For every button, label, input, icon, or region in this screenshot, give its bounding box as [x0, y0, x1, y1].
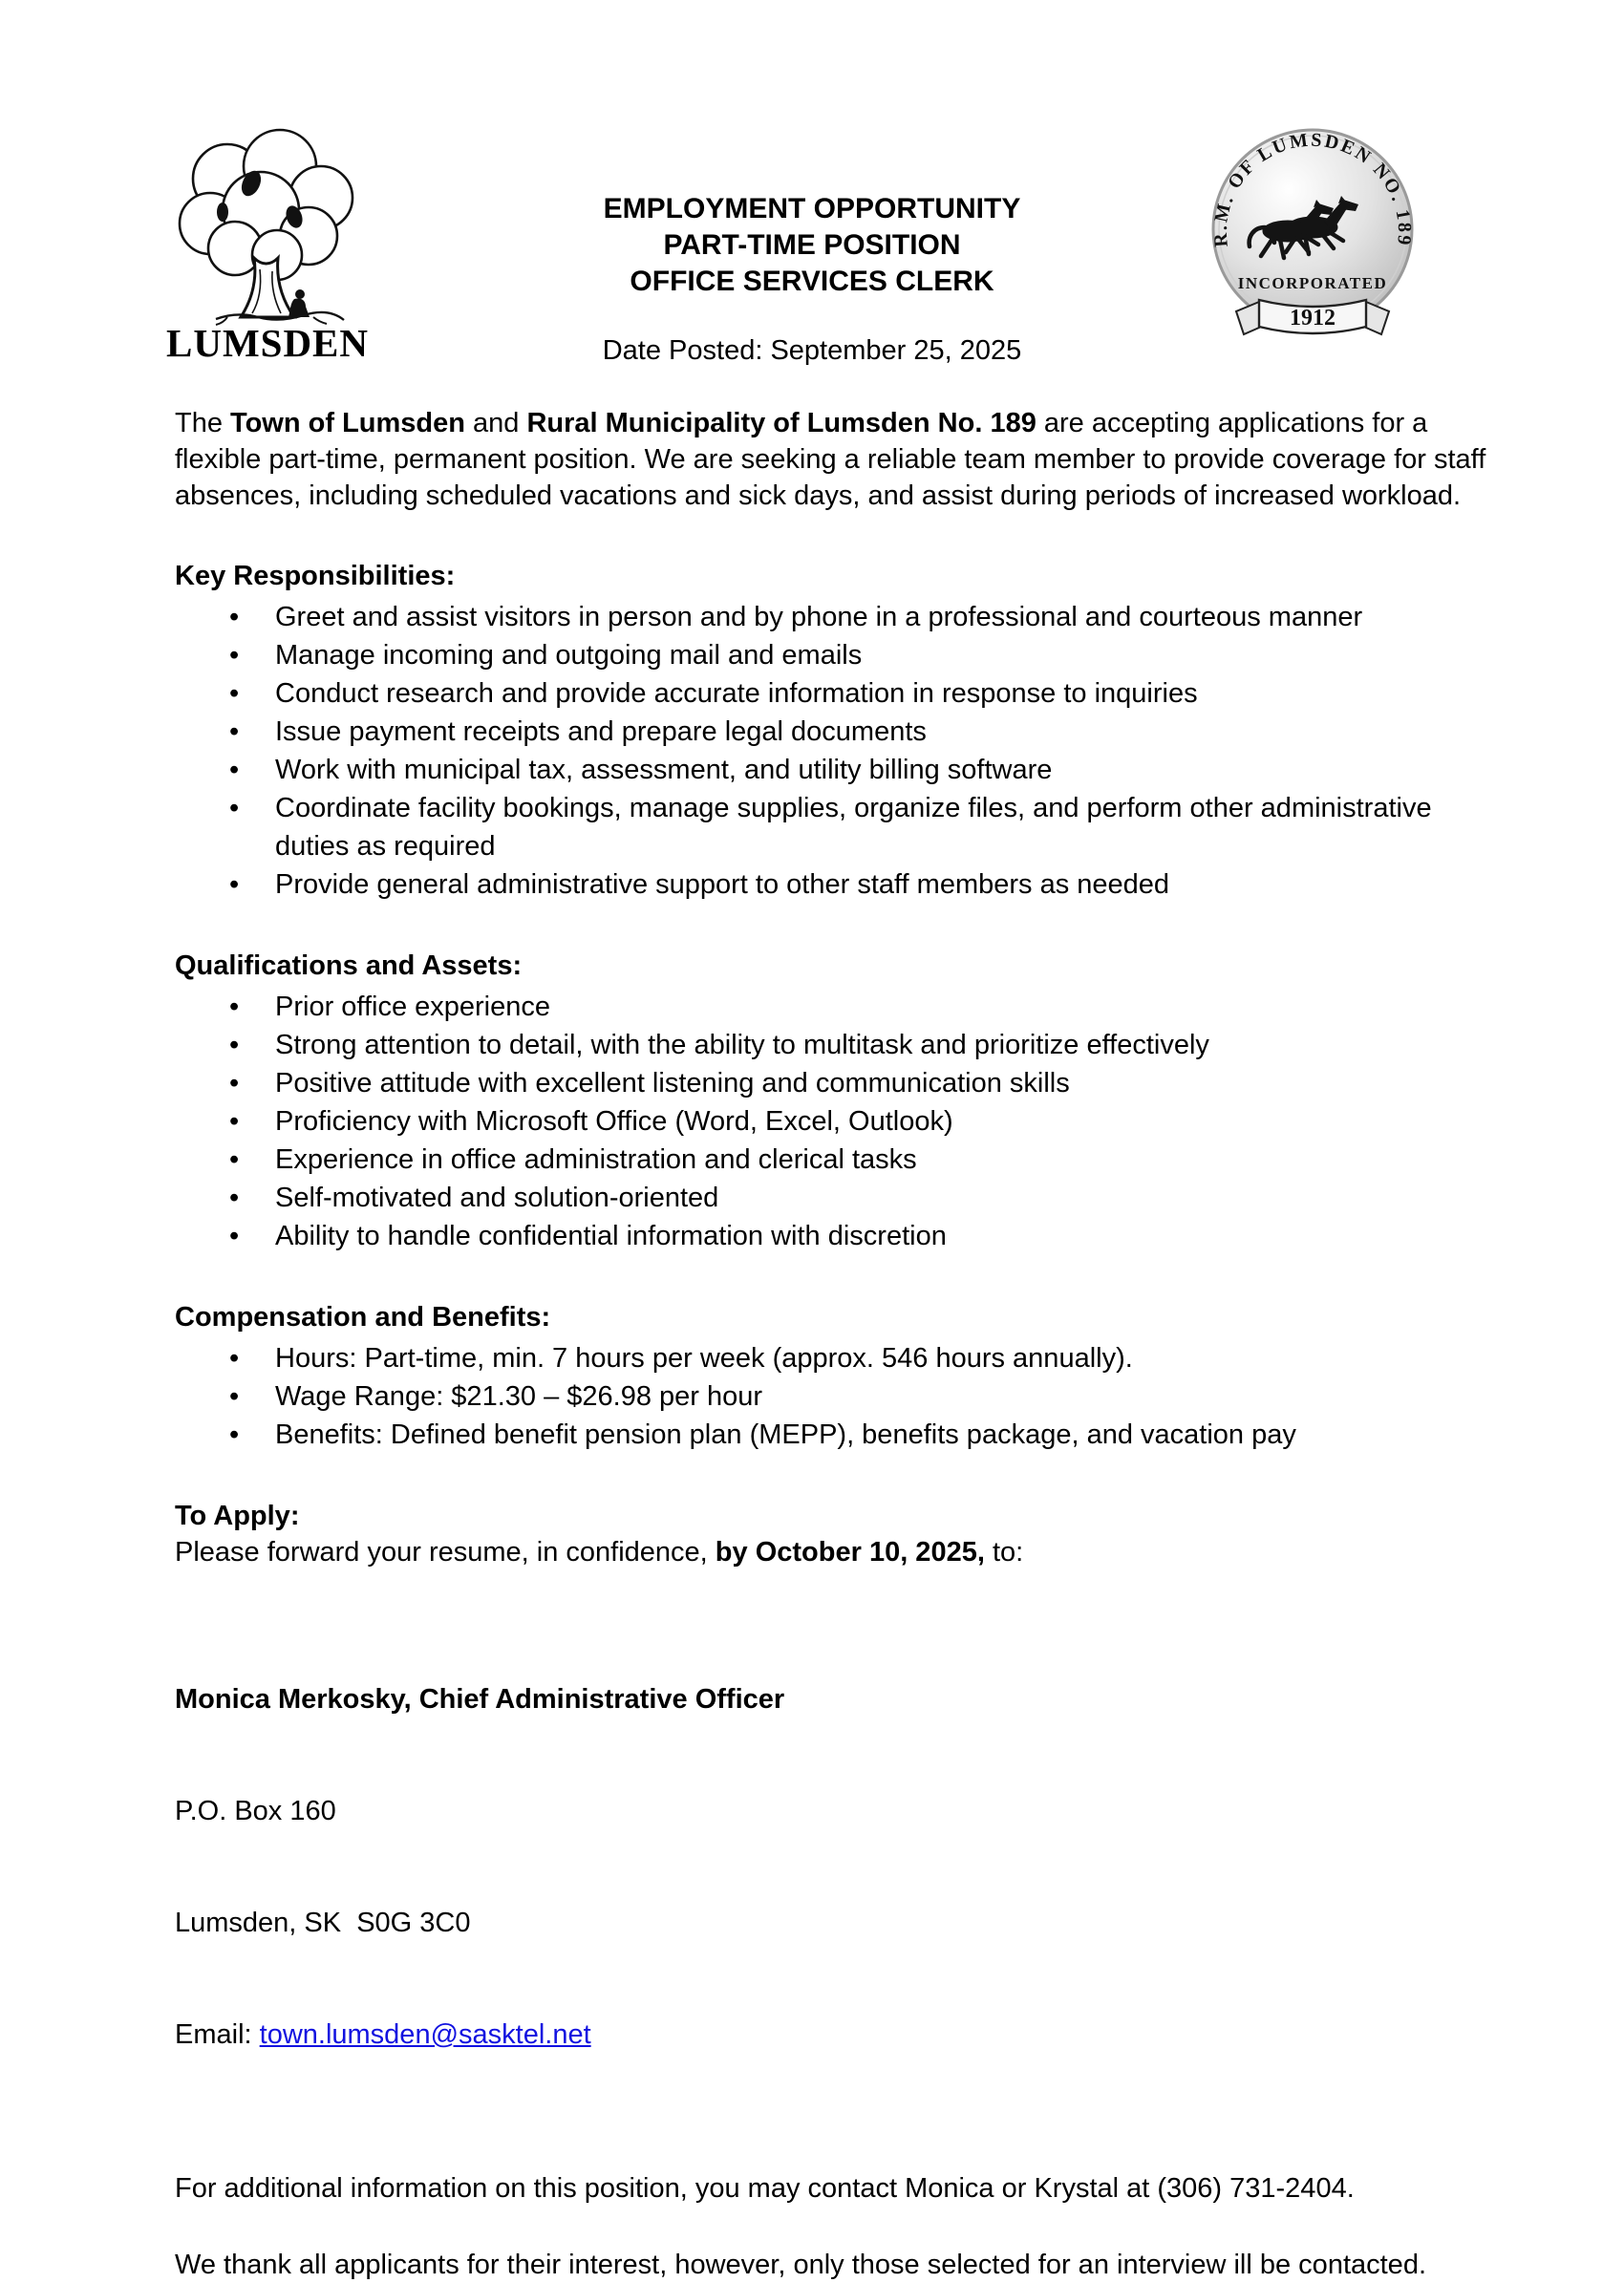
date-posted: Date Posted: September 25, 2025 [602, 335, 1022, 366]
lumsden-tree-logo-icon [160, 126, 375, 327]
deadline-bold: by October 10, 2025, [715, 1537, 985, 1568]
compensation-heading: Compensation and Benefits: [175, 1302, 551, 1333]
intro-text: and [464, 408, 527, 438]
apply-instructions [175, 1534, 1493, 1570]
rm-lumsden-seal-icon [1206, 128, 1423, 353]
key-responsibilities-list [175, 598, 1493, 904]
list-item: • Proficiency with Microsoft Office (Word, Excel, Outlook) [275, 1102, 1493, 1141]
list-item: • Positive attitude with excellent listening and communication skills [275, 1064, 1493, 1102]
closing-paragraph: We thank all applicants for their interest, however, only those selected for an interview ill be contacted. [175, 2250, 1426, 2280]
seal-incorporated-text: INCORPORATED [1237, 274, 1388, 292]
list-item: • Provide general administrative support to other staff members as needed [275, 865, 1493, 904]
list-item: • Coordinate facility bookings, manage supplies, organize files, and perform other administrative duties as required [275, 789, 1493, 865]
to-apply-heading: To Apply: [175, 1501, 300, 1531]
seal-banner [1236, 300, 1389, 334]
document-body [175, 405, 1493, 2283]
list-item: • Manage incoming and outgoing mail and emails [275, 636, 1493, 674]
list-item: • Self-motivated and solution-oriented [275, 1179, 1493, 1217]
intro-paragraph [175, 405, 1493, 514]
qualifications-heading: Qualifications and Assets: [175, 950, 523, 981]
town-of-lumsden-bold: Town of Lumsden [230, 408, 465, 438]
email-link[interactable]: town.lumsden@sasktel.net [259, 2019, 591, 2050]
compensation-list [175, 1339, 1493, 1454]
posting-title-block [411, 191, 1213, 369]
additional-info-paragraph: For additional information on this position, you may contact Monica or Krystal at (306) 731-2404. [175, 2173, 1355, 2204]
seal-year-text: 1912 [1290, 306, 1336, 331]
rm-of-lumsden-bold: Rural Municipality of Lumsden No. 189 [526, 408, 1036, 438]
contact-address-line-1: P.O. Box 160 [175, 1796, 336, 1826]
seal-arc-text: R.M. OF LUMSDEN NO. 189 [1209, 129, 1416, 248]
contact-name: Monica Merkosky, Chief Administrative Officer [175, 1684, 785, 1715]
page-title-line-2: PART-TIME POSITION [663, 229, 961, 261]
page-title-line-3: OFFICE SERVICES CLERK [630, 266, 994, 297]
lumsden-logo-wordmark: LUMSDEN [165, 321, 370, 365]
email-label: Email: [175, 2019, 260, 2050]
apply-text: to: [984, 1537, 1024, 1568]
list-item: • Benefits: Defined benefit pension plan (MEPP), benefits package, and vacation pay [275, 1416, 1493, 1454]
intro-text: are accepting applications for a flexible part-time, permanent position. We are seeking a reliable team member to provide coverage for staff absences, including scheduled vacations and sick days, and assist during periods of increased workload. [175, 408, 1486, 511]
key-responsibilities-heading: Key Responsibilities: [175, 561, 456, 591]
contact-address-line-2: Lumsden, SK S0G 3C0 [175, 1908, 471, 1938]
list-item: • Greet and assist visitors in person and by phone in a professional and courteous manner [275, 598, 1493, 636]
list-item: • Issue payment receipts and prepare legal documents [275, 713, 1493, 751]
list-item: • Ability to handle confidential information with discretion [275, 1217, 1493, 1255]
list-item: • Hours: Part-time, min. 7 hours per week (approx. 546 hours annually). [275, 1339, 1493, 1377]
contact-block [175, 1607, 1493, 2128]
contact-email-line [175, 2016, 1493, 2054]
page-title-line-1: EMPLOYMENT OPPORTUNITY [603, 193, 1021, 224]
list-item: • Prior office experience [275, 988, 1493, 1026]
list-item: • Wage Range: $21.30 – $26.98 per hour [275, 1377, 1493, 1416]
qualifications-list [175, 988, 1493, 1255]
list-item: • Conduct research and provide accurate information in response to inquiries [275, 674, 1493, 713]
list-item: • Strong attention to detail, with the ability to multitask and prioritize effectively [275, 1026, 1493, 1064]
list-item: • Work with municipal tax, assessment, and utility billing software [275, 751, 1493, 789]
intro-text: The [175, 408, 231, 438]
list-item: • Experience in office administration and clerical tasks [275, 1141, 1493, 1179]
apply-text: Please forward your resume, in confidence, [175, 1537, 716, 1568]
